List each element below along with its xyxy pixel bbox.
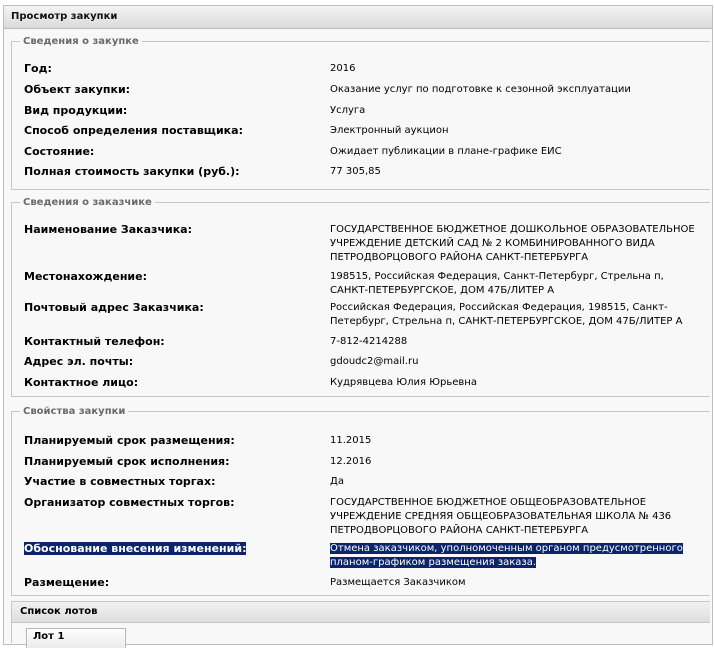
row-label: Планируемый срок размещения:: [24, 434, 235, 447]
row-value: 198515, Российская Федерация, Санкт-Петербург, Стрельна п, САНКТ-ПЕТЕРБУРГСКОЕ, ДОМ 47Б/ЛИТЕР А: [330, 271, 664, 296]
purchase-info-legend: Сведения о закупке: [23, 36, 139, 47]
row-value: 11.2015: [330, 435, 372, 446]
row-label: Вид продукции:: [24, 104, 128, 117]
row-value: Ожидает публикации в плане-графике ЕИС: [330, 146, 562, 157]
purchase-properties-legend: Свойства закупки: [23, 406, 126, 417]
customer-info-legend: Сведения о заказчике: [23, 197, 152, 208]
row-label: Организатор совместных торгов:: [24, 496, 235, 509]
customer-info-section: [11, 197, 710, 397]
row-label: Год:: [24, 62, 52, 75]
row-value: 12.2016: [330, 456, 372, 467]
row-label: [24, 542, 314, 556]
row-label: Размещение:: [24, 576, 110, 589]
lots-list-body: [11, 623, 710, 643]
row-label: Способ определения поставщика:: [24, 124, 243, 137]
lot-tab[interactable]: Лот 1: [26, 628, 126, 648]
row-value: 77 305,85: [330, 166, 381, 177]
row-label: Контактный телефон:: [24, 335, 165, 348]
row-label: Адрес эл. почты:: [24, 355, 134, 368]
row-label: Полная стоимость закупки (руб.):: [24, 165, 240, 178]
row-value: 2016: [330, 63, 356, 74]
lots-list-header: Список лотов: [11, 601, 710, 623]
row-value: Электронный аукцион: [330, 125, 449, 136]
row-value[interactable]: 7-812-4214288: [330, 336, 408, 347]
selected-text: Обоснование внесения изменений:: [24, 542, 247, 555]
row-value: Российская Федерация, Российская Федерация, 198515, Санкт-Петербург, Стрельна п, САНКТ-ПЕТЕРБУРГСКОЕ, ДОМ 47Б/ЛИТЕР А: [330, 302, 683, 327]
row-label: Местонахождение:: [24, 270, 147, 283]
row-value: Да: [330, 476, 344, 487]
row-label: Участие в совместных торгах:: [24, 475, 216, 488]
row-value: Оказание услуг по подготовке к сезонной эксплуатации: [330, 84, 631, 95]
row-value: Услуга: [330, 105, 366, 116]
row-label: Планируемый срок исполнения:: [24, 455, 230, 468]
row-label: Состояние:: [24, 145, 95, 158]
row-value: Кудрявцева Юлия Юрьевна: [330, 377, 477, 388]
purchase-properties-section: [11, 406, 710, 596]
row-label: Наименование Заказчика:: [24, 223, 192, 236]
row-label: Контактное лицо:: [24, 376, 139, 389]
selected-text: Отмена заказчиком, уполномоченным органом предусмотренного планом-графиком размещения заказа.: [330, 543, 683, 568]
purchase-info-section: [11, 36, 710, 190]
row-value: ГОСУДАРСТВЕННОЕ БЮДЖЕТНОЕ ДОШКОЛЬНОЕ ОБРАЗОВАТЕЛЬНОЕ УЧРЕЖДЕНИЕ ДЕТСКИЙ САД № 2 КОМБИНИРОВАННОГО ВИДА ПЕТРОДВОРЦОВОГО РАЙОНА САНКТ-ПЕТЕРБУРГА: [330, 224, 695, 263]
row-value[interactable]: gdoudc2@mail.ru: [330, 356, 419, 367]
row-value: [330, 542, 700, 570]
row-label: Почтовый адрес Заказчика:: [24, 301, 204, 314]
panel-title: Просмотр закупки: [4, 6, 712, 29]
row-value: Размещается Заказчиком: [330, 577, 466, 588]
row-label: Объект закупки:: [24, 83, 131, 96]
row-value: ГОСУДАРСТВЕННОЕ БЮДЖЕТНОЕ ОБЩЕОБРАЗОВАТЕЛЬНОЕ УЧРЕЖДЕНИЕ СРЕДНЯЯ ОБЩЕОБРАЗОВАТЕЛЬНАЯ ШКОЛА № 436 ПЕТРОДВОРЦОВОГО РАЙОНА САНКТ-ПЕТЕРБУРГА: [330, 497, 672, 536]
